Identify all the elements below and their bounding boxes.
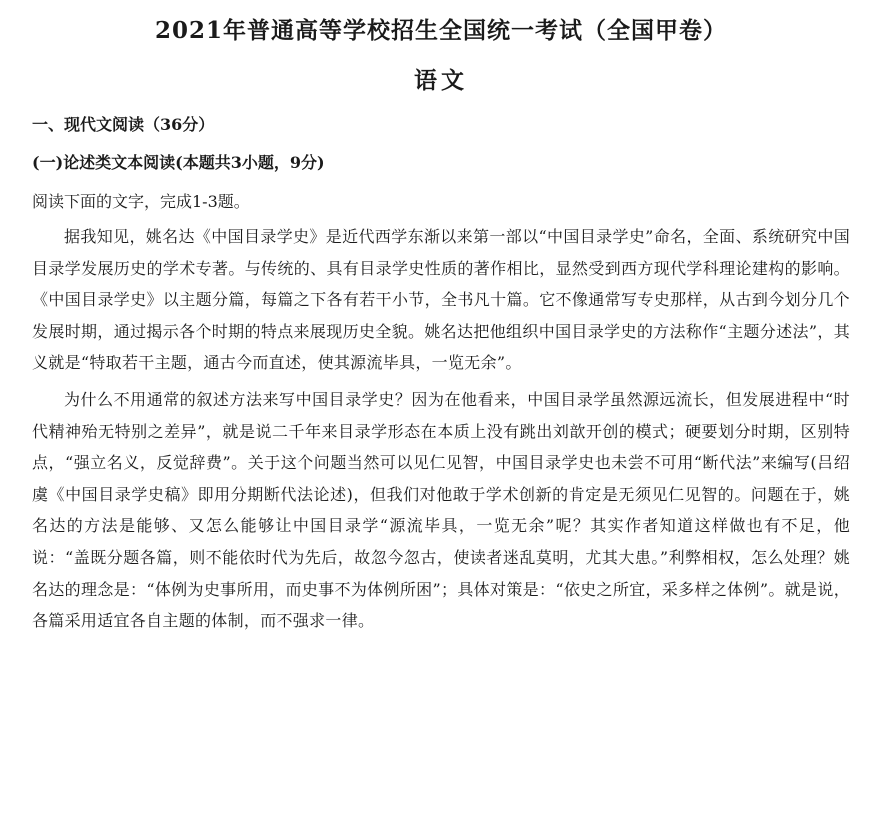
passage-paragraph-1: 据我知见，姚名达《中国目录学史》是近代西学东渐以来第一部以“中国目录学史”命名，全面、系统研究中国目录学发展历史的学术专著。与传统的、具有目录学史性质的著作相比，显然受到西方现代学科理论建构的影响。《中国目录学史》以主题分篇，每篇之下各有若干小节，全书凡十篇。它不像通常写专史那样，从古到今划分几个发展时期，通过揭示各个时期的特点来展现历史全貌。姚名达把他组织中国目录学史的方法称作“主题分述法”，其义就是“特取若干主题，通古今而直述，使其源流毕具，一览无余”。 [32, 227, 850, 373]
exam-title: 2021年普通高等学校招生全国统一考试（全国甲卷） [154, 17, 727, 44]
subject-title: 语文 [414, 67, 468, 94]
sub-section-heading: (一)论述类文本阅读(本题共3小题，9分) [32, 153, 325, 172]
section-heading: 一、现代文阅读（36分） [32, 115, 215, 134]
reading-instruction: 阅读下面的文字，完成1-3题。 [32, 192, 250, 211]
passage-paragraph-2: 为什么不用通常的叙述方法来写中国目录学史？因为在他看来，中国目录学虽然源远流长，但发展进程中“时代精神殆无特别之差异”，就是说二千年来目录学形态在本质上没有跳出刘歆开创的模式；硬要划分时期，区别特点，“强立名义，反觉辞费”。关于这个问题当然可以见仁见智，中国目录学史也未尝不可用“断代法”来编写(吕绍虞《中国目录学史稿》即用分期断代法论述)，但我们对他敢于学术创新的肯定是无须见仁见智的。问题在于，姚名达的方法是能够、又怎么能够让中国目录学“源流毕具，一览无余”呢？其实作者知道这样做也有不足，他说：“盖既分题各篇，则不能依时代为先后，故忽今忽古，使读者迷乱莫明，尤其大患。”利弊相权，怎么处理？姚名达的理念是：“体例为史事所用，而史事不为体例所困”；具体对策是：“依史之所宜，采多样之体例”。就是说，各篇采用适宜各自主题的体制，而不强求一律。 [32, 389, 850, 631]
